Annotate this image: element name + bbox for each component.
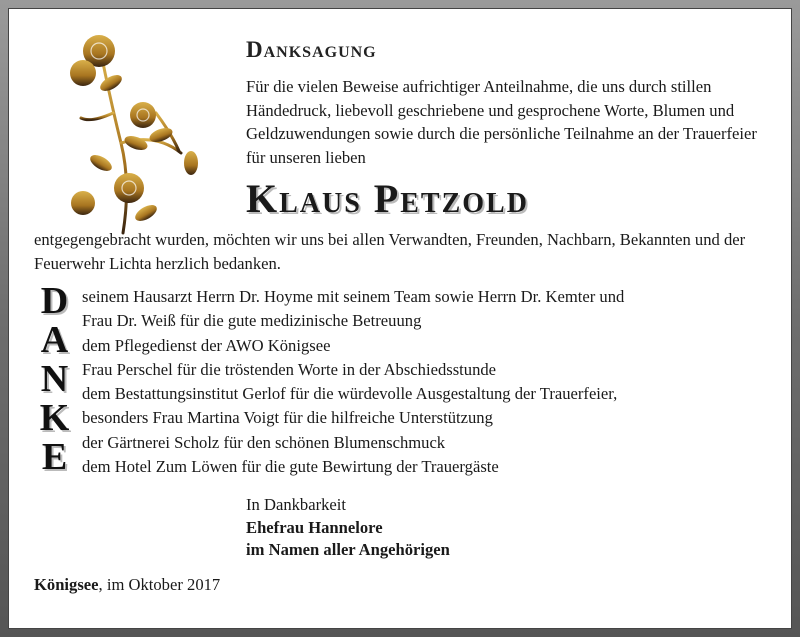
- danke-list: [82, 285, 782, 479]
- list-item: dem Bestattungsinstitut Gerlof für die würdevolle Ausgestaltung der Trauerfeier,: [82, 384, 618, 404]
- closing: [246, 494, 450, 562]
- danke-letter: E: [41, 436, 68, 478]
- list-item: dem Pflegedienst der AWO Königsee: [82, 335, 331, 355]
- danke-letter: N: [40, 358, 69, 400]
- list-item: dem Hotel Zum Löwen für die gute Bewirtung der Trauergäste: [82, 457, 499, 477]
- danke-letter: K: [39, 397, 70, 439]
- danke-letter: A: [40, 319, 69, 361]
- list-item: besonders Frau Martina Voigt für die hilfreiche Unterstützung: [82, 408, 493, 428]
- list-item: der Gärtnerei Scholz für den schönen Blumenschmuck: [82, 432, 446, 452]
- place: Königsee: [34, 575, 99, 594]
- rose-illustration-icon: [61, 23, 211, 238]
- list-item: Frau Dr. Weiß für die gute medizinische Betreuung: [82, 311, 422, 331]
- signature-wife: Ehefrau Hannelore: [246, 517, 383, 537]
- signature-family: im Namen aller Angehörigen: [246, 540, 450, 559]
- list-item: seinem Hausarzt Herrn Dr. Hoyme mit seinem Team sowie Herrn Dr. Kemter und: [82, 287, 625, 306]
- date: , im Oktober 2017: [98, 575, 221, 594]
- list-item: Frau Perschel für die tröstenden Worte in der Abschiedsstunde: [82, 359, 497, 379]
- danke-letter: D: [40, 280, 69, 322]
- obituary-card: [8, 8, 792, 629]
- place-date: [34, 575, 220, 595]
- closing-line: In Dankbarkeit: [246, 495, 346, 514]
- intro-text: Für die vielen Beweise aufrichtiger Anteilnahme, die uns durch stillen Händedruck, liebevoll geschriebene und gesprochene Worte, Blumen und Geldzuwendungen sowie durch die persönliche Teilnahme an der Trauerfeier für unseren lieben: [246, 77, 757, 167]
- deceased-name: Klaus Petzold: [246, 176, 529, 221]
- danke-letters: [32, 282, 77, 477]
- heading: Danksagung: [246, 37, 377, 62]
- thanks-text: entgegengebracht wurden, möchten wir uns bei allen Verwandten, Freunden, Nachbarn, Bekannten und der Feuerwehr Lichta herzlich bedanken.: [34, 230, 746, 273]
